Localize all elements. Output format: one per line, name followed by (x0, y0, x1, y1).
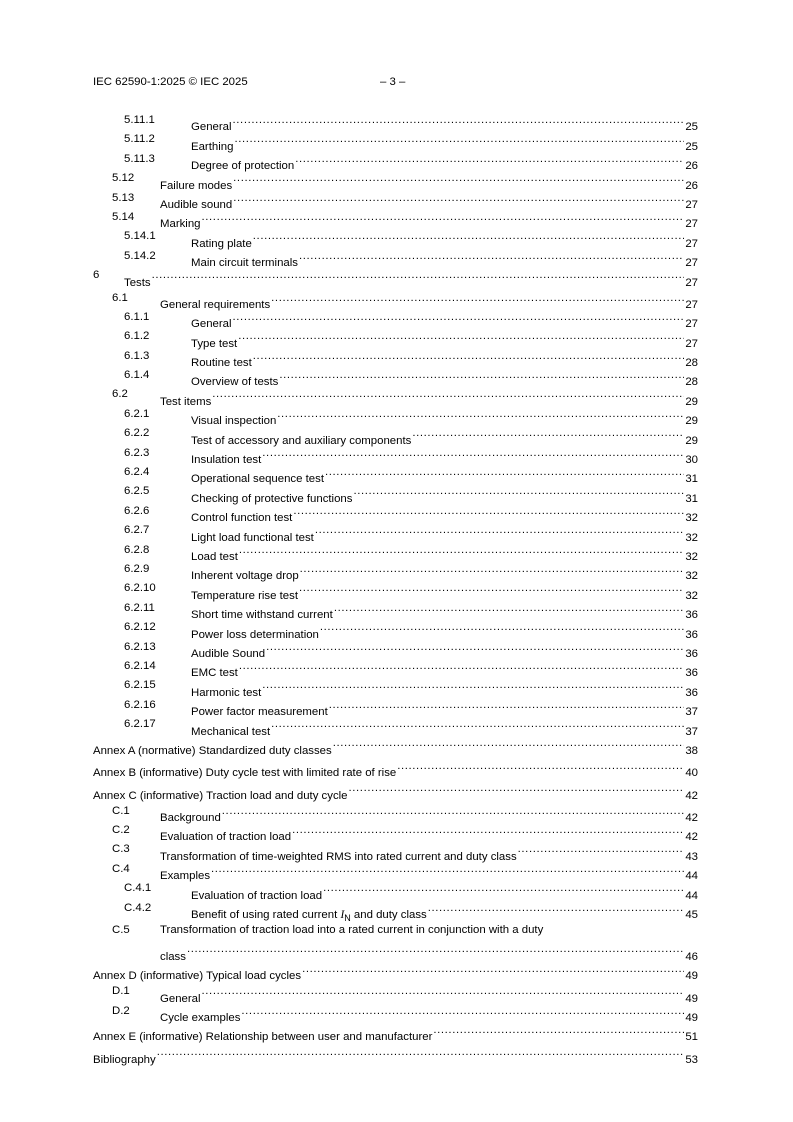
toc-entry-number: C.4.1 (124, 882, 152, 895)
toc-entry-c-4-1[interactable] (93, 879, 698, 902)
toc-entry-number: D.1 (112, 985, 130, 998)
toc-entry-title: Bibliography (93, 1053, 156, 1066)
toc-entry-page: 25 (685, 140, 698, 153)
toc-entry-title: Insulation test (191, 454, 262, 467)
toc-entry-6-1[interactable] (93, 289, 698, 311)
toc-entry-6-2-11[interactable] (93, 599, 698, 622)
toc-entry-number: 6.2.13 (124, 640, 156, 653)
toc-entry-title: Overview of tests (191, 376, 279, 389)
toc-entry-number: 6.2.12 (124, 621, 156, 634)
toc-entry-c-1[interactable] (93, 802, 698, 825)
toc-entry-number: 5.14.2 (124, 249, 156, 262)
toc-entry-page: 27 (685, 318, 698, 331)
toc-entry-title: Marking (160, 218, 201, 231)
toc-entry-title: Rating plate (191, 237, 252, 250)
toc-entry-6-1-3[interactable] (93, 347, 698, 370)
toc-entry-title: Main circuit terminals (191, 257, 298, 270)
toc-entry-title-line1: Transformation of traction load into a rated current in conjunction with a duty (160, 924, 544, 937)
toc-entry-title: Cycle examples (160, 1011, 241, 1024)
toc-entry-number: 5.14 (112, 210, 135, 223)
toc-entry-page: 29 (685, 434, 698, 447)
toc-entry-page: 27 (685, 337, 698, 350)
toc-entry-number: 5.11.3 (124, 152, 155, 165)
toc-entry-page: 32 (685, 570, 698, 583)
toc-entry-title: General requirements (160, 298, 271, 311)
toc-entry-title: Audible sound (160, 198, 233, 211)
toc-entry-d-2[interactable] (93, 1002, 698, 1024)
toc-entry-page: 51 (685, 1031, 698, 1044)
toc-entry-number: 6.1 (112, 291, 128, 304)
toc-entry-number: 6.1.3 (124, 349, 150, 362)
toc-entry-5-13[interactable] (93, 189, 698, 211)
toc-entry-title-line2: class (160, 950, 186, 963)
toc-entry-title: Benefit of using rated current $I_N$ and duty class (191, 909, 427, 924)
toc-entry-title: Evaluation of traction load (191, 889, 323, 902)
toc-entry-bibliography[interactable] (93, 1043, 698, 1066)
toc-entry-page: 42 (685, 812, 698, 825)
toc-entry-number: C.2 (112, 824, 130, 837)
toc-entry-6-2-2[interactable] (93, 424, 698, 447)
toc-entry-title: Annex A (normative) Standardized duty classes (93, 744, 332, 757)
toc-entry-c-4-2[interactable] (93, 899, 698, 924)
toc-entry-page: 27 (685, 237, 698, 250)
toc-entry-page: 37 (685, 706, 698, 719)
toc-entry-title: Audible Sound (191, 647, 266, 660)
toc-entry-number: 6.1.1 (124, 310, 150, 323)
toc-entry-page: 36 (685, 667, 698, 680)
toc-entry-number: 6.2.10 (124, 582, 156, 595)
toc-entry-title: Test items (160, 395, 212, 408)
toc-entry-number: C.1 (112, 804, 130, 817)
toc-entry-title: Transformation of time-weighted RMS into rated current and duty class (160, 850, 517, 863)
toc-entry-number: 6.2.16 (124, 698, 156, 711)
toc-entry-page: 36 (685, 647, 698, 660)
toc-entry-title: Load test (191, 550, 238, 563)
toc-entry-number: C.5 (112, 924, 130, 937)
toc-entry-page: 29 (685, 395, 698, 408)
toc-entry-page: 28 (685, 376, 698, 389)
toc-entry-number: 5.13 (112, 191, 135, 204)
toc-entry-page: 43 (685, 850, 698, 863)
toc-entry-page: 40 (685, 767, 698, 780)
toc-entry-title: Temperature rise test (191, 589, 298, 602)
toc-entry-page: 26 (685, 179, 698, 192)
toc-entry-page: 49 (685, 970, 698, 983)
toc-entry-page: 42 (685, 831, 698, 844)
toc-entry-page: 31 (685, 492, 698, 505)
toc-entry-c-4[interactable] (93, 860, 698, 883)
toc-entry-6[interactable] (93, 266, 698, 289)
toc-entry-title: Failure modes (160, 179, 233, 192)
toc-entry-page: 32 (685, 550, 698, 563)
toc-entry-5-12[interactable] (93, 169, 698, 192)
toc-entry-number: 6.2.5 (124, 485, 150, 498)
toc-entry-6-1-2[interactable] (93, 327, 698, 350)
toc-entry-title: Earthing (191, 140, 234, 153)
toc-entry-title: Test of accessory and auxiliary components (191, 434, 412, 447)
toc-entry-page: 49 (685, 1011, 698, 1024)
toc-entry-title: Type test (191, 337, 238, 350)
toc-entry-6-2-5[interactable] (93, 482, 698, 505)
toc-entry-title: Annex E (informative) Relationship between user and manufacturer (93, 1031, 433, 1044)
toc-entry-title: EMC test (191, 667, 238, 680)
toc-entry-number: 6.2.1 (124, 407, 150, 420)
toc-entry-title: Degree of protection (191, 160, 295, 173)
toc-entry-page: 31 (685, 473, 698, 486)
toc-entry-6-2-17[interactable] (93, 715, 698, 738)
toc-entry-title: Power loss determination (191, 628, 319, 641)
toc-entry-page: 27 (685, 257, 698, 270)
toc-entry-6-2-13[interactable] (93, 638, 698, 660)
toc-entry-page: 30 (685, 454, 698, 467)
toc-entry-5-11-2[interactable] (93, 130, 698, 153)
toc-entry-annex-e[interactable] (93, 1021, 698, 1044)
toc-entry-title: Operational sequence test (191, 473, 324, 486)
toc-entry-number: 5.11.2 (124, 133, 155, 146)
toc-entry-page: 44 (685, 870, 698, 883)
toc-entry-title: General (160, 992, 201, 1005)
toc-entry-title: Inherent voltage drop (191, 570, 299, 583)
toc-entry-title: Short time withstand current (191, 609, 333, 622)
toc-entry-page: 36 (685, 686, 698, 699)
toc-entry-title: Annex D (informative) Typical load cycles (93, 970, 302, 983)
toc-entry-number: 6.2.4 (124, 466, 150, 479)
toc-entry-title: Mechanical test (191, 725, 271, 738)
toc-entry-number: 5.11.1 (124, 114, 155, 126)
toc-entry-title: Annex C (informative) Traction load and duty cycle (93, 789, 348, 802)
toc-entry-6-2-14[interactable] (93, 657, 698, 680)
toc-entry-5-14[interactable] (93, 208, 698, 231)
toc-entry-title: Routine test (191, 357, 252, 370)
toc-entry-page: 25 (685, 121, 698, 134)
document-reference: IEC 62590-1:2025 © IEC 2025 (93, 76, 248, 88)
toc-entry-6-2-1[interactable] (93, 405, 698, 428)
toc-entry-6-2-6[interactable] (93, 502, 698, 525)
toc-entry-number: C.3 (112, 843, 130, 856)
toc-entry-number: 6.1.2 (124, 330, 150, 343)
toc-entry-page: 28 (685, 357, 698, 370)
toc-entry-number: 5.12 (112, 172, 135, 185)
toc-entry-number: 6.2.15 (124, 679, 156, 692)
toc-entry-title: Examples (160, 870, 211, 883)
toc-entry-page: 45 (685, 909, 698, 922)
toc-entry-annex-b[interactable] (93, 757, 698, 780)
toc-entry-annex-c[interactable] (93, 779, 698, 802)
toc-entry-page: 32 (685, 512, 698, 525)
toc-entry-title: Evaluation of traction load (160, 831, 292, 844)
toc-entry-6-2-8[interactable] (93, 541, 698, 563)
toc-entry-number: 6.2.6 (124, 504, 150, 517)
toc-entry-page: 27 (685, 276, 698, 289)
toc-entry-number: C.4.2 (124, 901, 152, 914)
toc-entry-page: 27 (685, 218, 698, 231)
toc-entry-page: 49 (685, 992, 698, 1005)
toc-entry-c-5[interactable] (93, 921, 698, 963)
toc-entry-page: 36 (685, 628, 698, 641)
toc-entry-6-2-9[interactable] (93, 560, 698, 583)
toc-entry-5-11-3[interactable] (93, 150, 698, 173)
toc-entry-6-2-16[interactable] (93, 696, 698, 719)
toc-entry-annex-d[interactable] (93, 960, 698, 983)
toc-entry-page: 44 (685, 889, 698, 902)
toc-entry-title: Annex B (informative) Duty cycle test with limited rate of rise (93, 767, 397, 780)
toc-entry-page: 36 (685, 609, 698, 622)
toc-entry-page: 32 (685, 589, 698, 602)
rated-current-symbol: I (340, 909, 345, 922)
toc-entry-page: 26 (685, 160, 698, 173)
toc-entry-annex-a[interactable] (93, 735, 698, 757)
toc-entry-page: 38 (685, 744, 698, 757)
toc-entry-number: 6.2.11 (124, 601, 155, 614)
rated-current-subscript: N (344, 913, 351, 924)
toc-entry-5-11-1[interactable] (93, 111, 698, 134)
toc-entry-page: 46 (685, 950, 698, 963)
toc-entry-number: 6 (93, 269, 100, 282)
toc-entry-title: Visual inspection (191, 415, 277, 428)
page-number: – 3 – (380, 76, 406, 88)
toc-entry-6-2-7[interactable] (93, 521, 698, 544)
toc-entry-number: 6.1.4 (124, 369, 150, 382)
toc-entry-title: Harmonic test (191, 686, 262, 699)
toc-entry-number: 6.2.9 (124, 562, 150, 575)
toc-entry-title: Checking of protective functions (191, 492, 353, 505)
toc-entry-number: C.4 (112, 862, 130, 875)
table-of-contents (93, 111, 698, 1066)
toc-entry-title: Power factor measurement (191, 706, 328, 719)
toc-entry-title: General (191, 121, 232, 134)
toc-entry-title: Control function test (191, 512, 293, 525)
toc-entry-6-2-3[interactable] (93, 444, 698, 467)
toc-entry-d-1[interactable] (93, 982, 698, 1005)
toc-entry-page: 27 (685, 198, 698, 211)
toc-entry-page: 53 (685, 1053, 698, 1066)
toc-entry-number: 6.2.14 (124, 659, 156, 672)
toc-entry-page: 37 (685, 725, 698, 738)
toc-entry-6-2-4[interactable] (93, 463, 698, 486)
toc-entry-c-3[interactable] (93, 840, 698, 863)
toc-entry-6-1-1[interactable] (93, 308, 698, 331)
toc-entry-5-14-1[interactable] (93, 227, 698, 250)
toc-entry-number: 6.2.17 (124, 718, 156, 731)
toc-entry-5-14-2[interactable] (93, 247, 698, 270)
toc-entry-number: 5.14.1 (124, 230, 156, 243)
toc-entry-title: Tests (124, 276, 151, 289)
toc-entry-page: 42 (685, 789, 698, 802)
toc-entry-c-2[interactable] (93, 821, 698, 844)
toc-entry-page: 32 (685, 531, 698, 544)
toc-entry-number: 6.2.3 (124, 446, 150, 459)
toc-entry-number: D.2 (112, 1004, 130, 1017)
toc-entry-6-2-10[interactable] (93, 579, 698, 602)
toc-entry-title: Background (160, 812, 221, 825)
toc-entry-page: 29 (685, 415, 698, 428)
toc-entry-number: 6.2 (112, 388, 128, 401)
toc-entry-6-2-12[interactable] (93, 618, 698, 641)
toc-entry-number: 6.2.2 (124, 427, 150, 440)
toc-entry-number: 6.2.8 (124, 543, 150, 556)
toc-entry-6-2-15[interactable] (93, 676, 698, 699)
toc-entry-title: General (191, 318, 232, 331)
toc-entry-6-1-4[interactable] (93, 366, 698, 389)
toc-entry-title: Light load functional test (191, 531, 314, 544)
toc-entry-number: 6.2.7 (124, 524, 150, 537)
toc-entry-page: 27 (685, 298, 698, 311)
toc-entry-6-2[interactable] (93, 385, 698, 408)
